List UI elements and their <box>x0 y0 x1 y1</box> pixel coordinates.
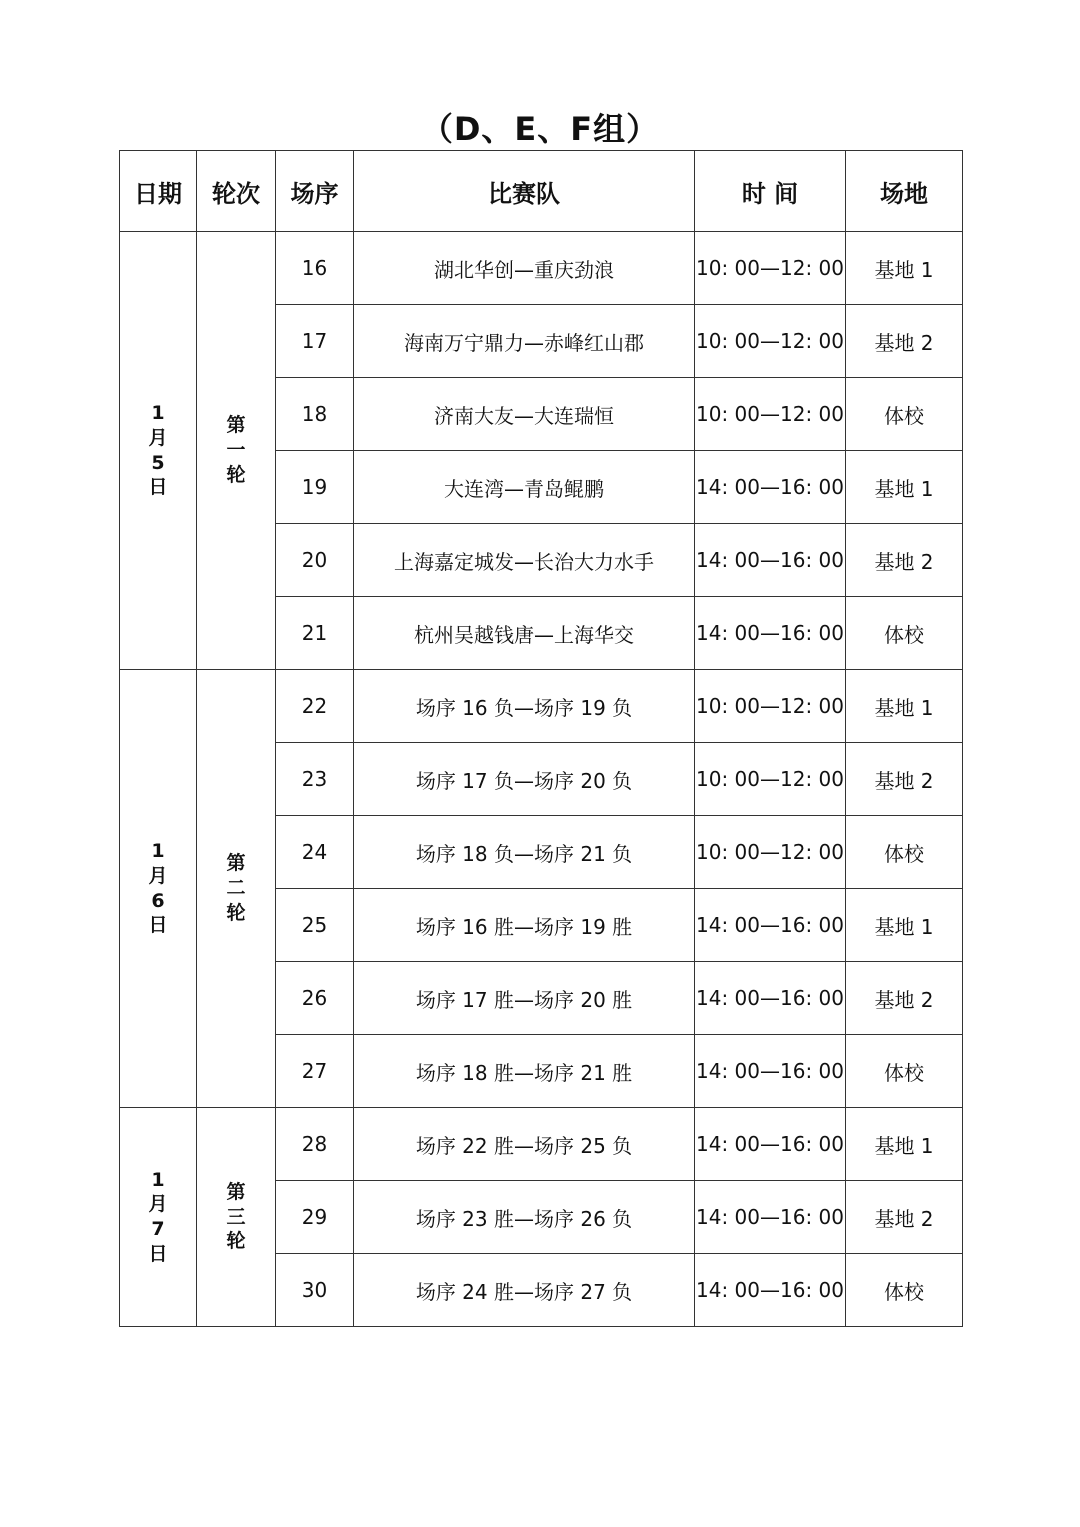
time-cell: 14: 00—16: 00 <box>695 1181 846 1254</box>
round-cell <box>197 1108 276 1327</box>
venue-cell: 基地 1 <box>846 670 963 743</box>
time-cell: 14: 00—16: 00 <box>695 889 846 962</box>
teams-cell: 场序 23 胜—场序 26 负 <box>354 1181 695 1254</box>
teams-cell: 杭州吴越钱唐—上海华交 <box>354 597 695 670</box>
table-row <box>120 1108 963 1181</box>
page-title: （D、E、F组） <box>420 110 660 148</box>
date-char: 日 <box>148 914 168 937</box>
seq-cell: 27 <box>276 1035 354 1108</box>
seq-cell: 29 <box>276 1181 354 1254</box>
seq-cell: 28 <box>276 1108 354 1181</box>
teams-cell: 海南万宁鼎力—赤峰红山郡 <box>354 305 695 378</box>
round-cell <box>197 232 276 670</box>
date-char: 日 <box>148 1242 168 1265</box>
teams-cell: 场序 22 胜—场序 25 负 <box>354 1108 695 1181</box>
round-char: 第 <box>226 852 246 875</box>
round-char: 轮 <box>226 901 246 924</box>
time-cell: 14: 00—16: 00 <box>695 1254 846 1327</box>
venue-cell: 基地 1 <box>846 232 963 305</box>
round-cell <box>197 670 276 1108</box>
teams-cell: 场序 18 负—场序 21 负 <box>354 816 695 889</box>
schedule-body <box>120 232 963 1327</box>
time-cell: 14: 00—16: 00 <box>695 1035 846 1108</box>
header-row <box>120 151 963 232</box>
date-char: 日 <box>148 476 168 499</box>
date-char: 月 <box>148 426 168 449</box>
seq-cell: 21 <box>276 597 354 670</box>
seq-cell: 30 <box>276 1254 354 1327</box>
seq-cell: 18 <box>276 378 354 451</box>
seq-cell: 20 <box>276 524 354 597</box>
teams-cell: 上海嘉定城发—长治大力水手 <box>354 524 695 597</box>
time-cell: 14: 00—16: 00 <box>695 597 846 670</box>
seq-cell: 26 <box>276 962 354 1035</box>
teams-cell: 湖北华创—重庆劲浪 <box>354 232 695 305</box>
venue-cell: 体校 <box>846 1254 963 1327</box>
seq-cell: 24 <box>276 816 354 889</box>
round-char: 第 <box>226 1180 246 1203</box>
seq-cell: 16 <box>276 232 354 305</box>
round-char: 一 <box>226 439 246 462</box>
date-char: 5 <box>151 451 165 474</box>
date-cell <box>120 232 197 670</box>
venue-cell: 体校 <box>846 1035 963 1108</box>
teams-cell: 场序 16 胜—场序 19 胜 <box>354 889 695 962</box>
venue-cell: 基地 1 <box>846 1108 963 1181</box>
table-row <box>120 232 963 305</box>
time-cell: 10: 00—12: 00 <box>695 816 846 889</box>
venue-cell: 基地 2 <box>846 1181 963 1254</box>
date-char: 7 <box>151 1218 165 1240</box>
date-char: 1 <box>151 1168 165 1191</box>
time-cell: 14: 00—16: 00 <box>695 962 846 1035</box>
teams-cell: 场序 17 胜—场序 20 胜 <box>354 962 695 1035</box>
round-char: 二 <box>226 877 246 900</box>
teams-cell: 场序 24 胜—场序 27 负 <box>354 1254 695 1327</box>
seq-cell: 22 <box>276 670 354 743</box>
seq-cell: 23 <box>276 743 354 816</box>
round-char: 三 <box>226 1205 246 1228</box>
date-cell <box>120 670 197 1108</box>
venue-cell: 基地 1 <box>846 451 963 524</box>
header-venue: 场地 <box>846 151 963 232</box>
seq-cell: 17 <box>276 305 354 378</box>
date-char: 月 <box>148 864 168 887</box>
teams-cell: 大连湾—青岛鲲鹏 <box>354 451 695 524</box>
teams-cell: 场序 17 负—场序 20 负 <box>354 743 695 816</box>
time-cell: 14: 00—16: 00 <box>695 1108 846 1181</box>
header-time: 时 间 <box>695 151 846 232</box>
table-row <box>120 670 963 743</box>
time-cell: 14: 00—16: 00 <box>695 524 846 597</box>
venue-cell: 基地 2 <box>846 524 963 597</box>
date-char: 1 <box>151 840 165 863</box>
time-cell: 10: 00—12: 00 <box>695 305 846 378</box>
date-char: 1 <box>151 402 165 425</box>
seq-cell: 19 <box>276 451 354 524</box>
header-teams: 比赛队 <box>354 151 695 232</box>
date-char: 6 <box>151 889 165 912</box>
round-char: 轮 <box>226 463 246 486</box>
teams-cell: 场序 16 负—场序 19 负 <box>354 670 695 743</box>
time-cell: 10: 00—12: 00 <box>695 670 846 743</box>
schedule-table <box>119 150 963 1327</box>
venue-cell: 体校 <box>846 378 963 451</box>
venue-cell: 基地 1 <box>846 889 963 962</box>
teams-cell: 场序 18 胜—场序 21 胜 <box>354 1035 695 1108</box>
time-cell: 10: 00—12: 00 <box>695 743 846 816</box>
header-seq: 场序 <box>276 151 354 232</box>
time-cell: 14: 00—16: 00 <box>695 451 846 524</box>
teams-cell: 济南大友—大连瑞恒 <box>354 378 695 451</box>
round-char: 第 <box>226 414 246 437</box>
time-cell: 10: 00—12: 00 <box>695 232 846 305</box>
venue-cell: 基地 2 <box>846 743 963 816</box>
header-date: 日期 <box>120 151 197 232</box>
round-char: 轮 <box>226 1230 246 1253</box>
time-cell: 10: 00—12: 00 <box>695 378 846 451</box>
date-char: 月 <box>148 1193 168 1216</box>
venue-cell: 体校 <box>846 816 963 889</box>
venue-cell: 基地 2 <box>846 962 963 1035</box>
seq-cell: 25 <box>276 889 354 962</box>
venue-cell: 体校 <box>846 597 963 670</box>
date-cell <box>120 1108 197 1327</box>
header-round: 轮次 <box>197 151 276 232</box>
venue-cell: 基地 2 <box>846 305 963 378</box>
